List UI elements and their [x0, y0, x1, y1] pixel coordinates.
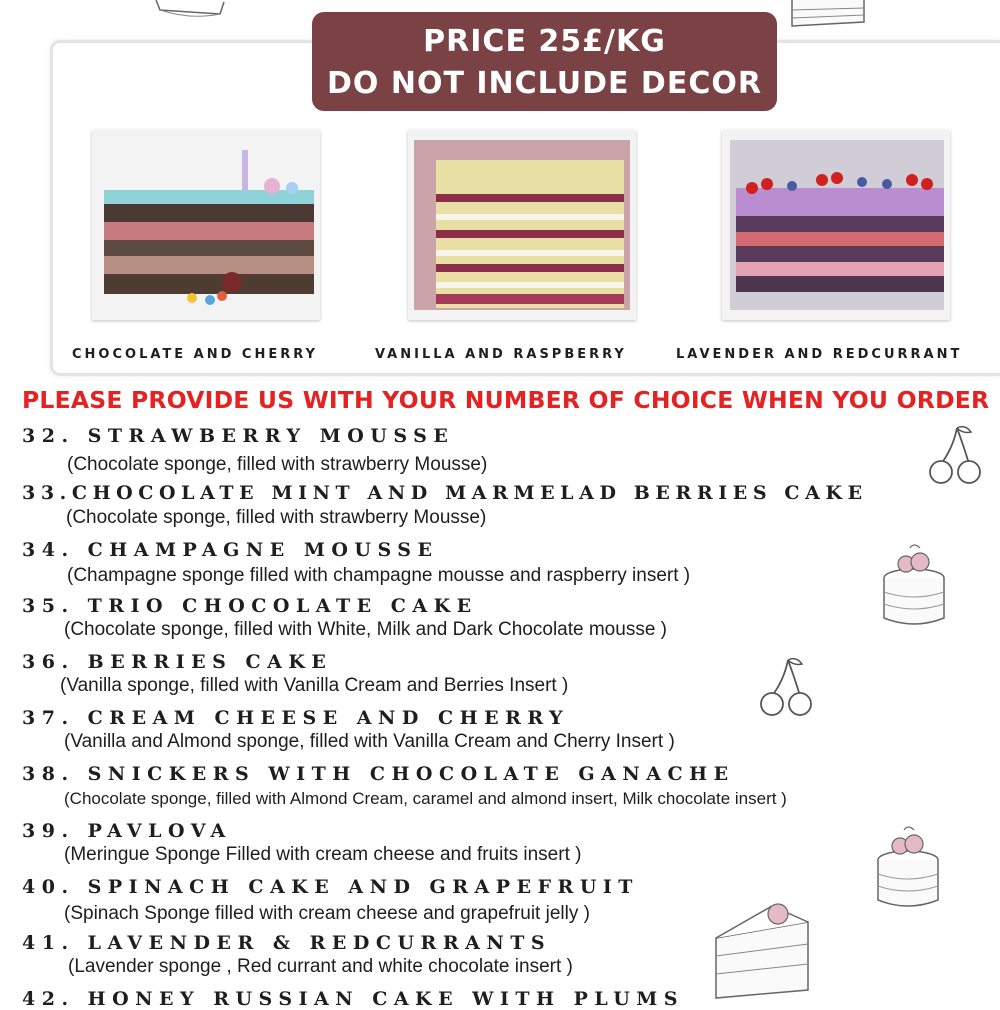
- menu-item-desc: (Champagne sponge filled with champagne mousse and raspberry insert ): [67, 565, 691, 586]
- menu-item-desc: (Chocolate sponge, filled with strawberry Mousse): [67, 454, 488, 475]
- menu-item-desc: (Chocolate sponge, filled with strawberry Mousse): [66, 507, 487, 528]
- menu-item-desc: (Meringue Sponge Filled with cream cheese and fruits insert ): [64, 844, 582, 865]
- menu-item-title: 35. TRIO CHOCOLATE CAKE: [22, 595, 478, 617]
- menu-item-title: 39. PAVLOVA: [22, 820, 232, 842]
- berry-cake-icon: [874, 822, 942, 912]
- decor-line: DO NOT INCLUDE DECOR: [327, 66, 762, 101]
- flavour-caption: CHOCOLATE AND CHERRY: [72, 347, 318, 362]
- menu-item-title: 37. CREAM CHEESE AND CHERRY: [22, 707, 570, 729]
- cherries-icon: [756, 656, 816, 718]
- menu-item-title: 42. HONEY RUSSIAN CAKE WITH PLUMS: [22, 988, 685, 1010]
- menu-item-desc: (Vanilla sponge, filled with Vanilla Cream and Berries Insert ): [60, 675, 569, 696]
- menu-item-desc: (Chocolate sponge, filled with Almond Cream, caramel and almond insert, Milk chocolate insert ): [64, 789, 787, 808]
- flavour-caption: VANILLA AND RASPBERRY: [375, 347, 627, 362]
- vanilla-raspberry-photo: [408, 130, 636, 320]
- menu-item-desc: (Vanilla and Almond sponge, filled with Vanilla Cream and Cherry Insert ): [64, 731, 675, 752]
- price-line: PRICE 25£/KG: [423, 24, 666, 59]
- order-notice: PLEASE PROVIDE US WITH YOUR NUMBER OF CHOICE WHEN YOU ORDER: [22, 386, 990, 414]
- menu-item-title: 38. SNICKERS WITH CHOCOLATE GANACHE: [22, 763, 735, 785]
- menu-item-title: 32. STRAWBERRY MOUSSE: [22, 425, 455, 447]
- cherries-icon: [925, 424, 985, 486]
- menu-item-title: 33.CHOCOLATE MINT AND MARMELAD BERRIES CAKE: [22, 482, 868, 504]
- menu-item-desc: (Spinach Sponge filled with cream cheese and grapefruit jelly ): [64, 903, 590, 924]
- cake-slice-sketch-icon: [788, 0, 868, 32]
- berry-cake-icon: [880, 540, 948, 630]
- cake-slice-icon: [712, 898, 812, 1000]
- menu-item-desc: (Chocolate sponge, filled with White, Milk and Dark Chocolate mousse ): [64, 619, 667, 640]
- menu-item-title: 36. BERRIES CAKE: [22, 651, 333, 673]
- menu-item-title: 34. CHAMPAGNE MOUSSE: [22, 539, 439, 561]
- lavender-redcurrant-photo: [722, 130, 950, 320]
- menu-item-title: 41. LAVENDER & REDCURRANTS: [22, 932, 552, 954]
- price-banner: [312, 12, 777, 111]
- flavour-caption: LAVENDER AND REDCURRANT: [676, 347, 963, 362]
- menu-item-title: 40. SPINACH CAKE AND GRAPEFRUIT: [22, 876, 639, 898]
- chocolate-cherry-photo: [92, 130, 320, 320]
- cake-sketch-icon: [150, 0, 230, 18]
- menu-item-desc: (Lavender sponge , Red currant and white chocolate insert ): [68, 956, 573, 977]
